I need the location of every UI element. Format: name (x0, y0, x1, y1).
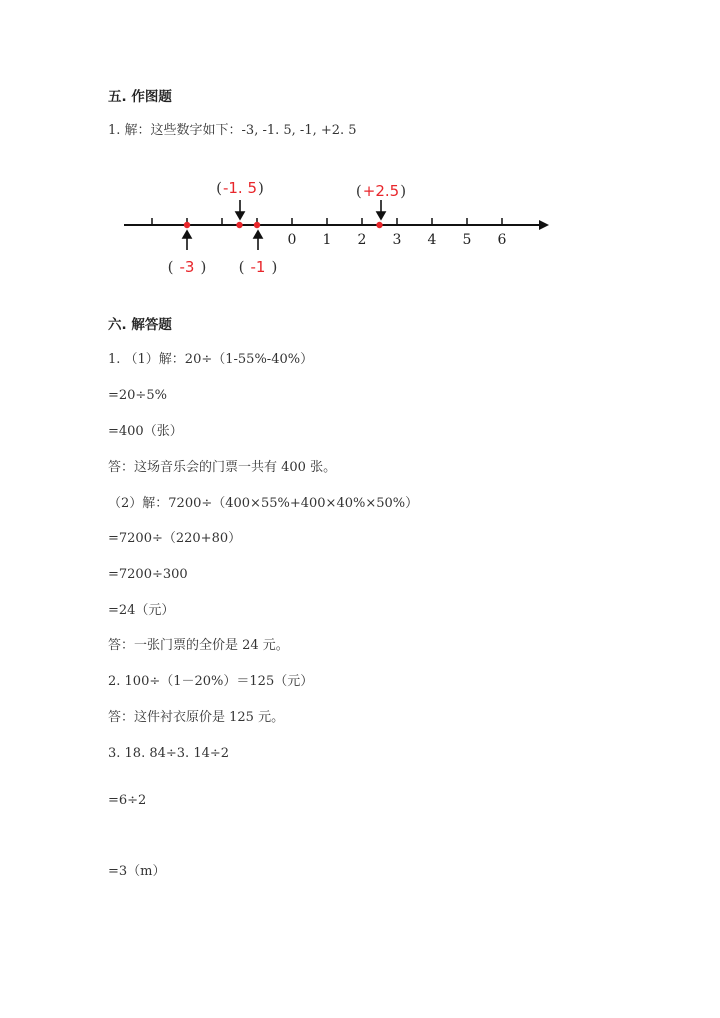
marked-point (236, 222, 242, 228)
marked-point (376, 222, 382, 228)
paren-close: ) (400, 182, 407, 200)
paren-close: ) (271, 258, 278, 276)
section-5-title: 五. 作图题 (108, 89, 172, 105)
tick-label: 0 (287, 232, 297, 248)
answer-line: =400（张） (108, 424, 183, 439)
answer-line: 3. 18. 84÷3. 14÷2 (108, 746, 230, 761)
tick-label: 1 (322, 232, 332, 248)
tick-label: 2 (357, 232, 367, 248)
tick-label: 6 (497, 232, 507, 248)
arrow-head-icon (236, 212, 244, 219)
tick-label: 4 (427, 232, 437, 248)
tick-label: 5 (462, 232, 472, 248)
answer-line: 1. （1）解：20÷（1-55%-40%） (108, 352, 314, 367)
answer-line: 答：这件衬衣原价是 125 元。 (108, 710, 285, 725)
point-label-neg3: -3 (179, 258, 195, 276)
answer-line: 答：一张门票的全价是 24 元。 (108, 638, 289, 653)
point-label-pos2-5: +2.5 (362, 182, 400, 200)
paren-open: ( (216, 179, 222, 197)
point-label-neg3-group (168, 258, 207, 276)
answer-line: 2. 100÷（1－20%）＝125（元） (108, 674, 314, 689)
answer-line: =7200÷300 (108, 567, 188, 582)
answer-line: （2）解：7200÷（400×55%+400×40%×50%） (108, 496, 419, 511)
marked-point (184, 222, 190, 228)
arrow-head-icon (377, 212, 385, 219)
answer-line: =6÷2 (108, 793, 147, 808)
paren-open: ( (167, 258, 174, 276)
point-label-pos2-5-group (356, 182, 406, 200)
point-label-neg1-5-group (216, 179, 264, 197)
answer-line: =7200÷（220+80） (108, 531, 242, 546)
q1-answer: 1. 解：这些数字如下：-3, -1. 5, -1, +2. 5 (108, 123, 357, 138)
paren-open: ( (355, 182, 362, 200)
point-label-neg1-group (239, 258, 278, 276)
number-line (0, 0, 720, 300)
section-6-title: 六. 解答题 (108, 317, 172, 333)
answer-line: =20÷5% (108, 388, 167, 403)
marked-point (254, 222, 260, 228)
point-label-neg1-5: -1. 5 (222, 179, 258, 197)
answer-line: 答：这场音乐会的门票一共有 400 张。 (108, 460, 337, 475)
paren-close: ) (200, 258, 207, 276)
arrow-head-icon (183, 231, 191, 238)
answer-line: =24（元） (108, 603, 175, 618)
paren-open: ( (238, 258, 245, 276)
point-label-neg1: -1 (250, 258, 266, 276)
arrow-head-icon (254, 231, 262, 238)
answer-line: =3（m） (108, 864, 166, 879)
tick-label: 3 (392, 232, 402, 248)
axis-arrow-icon (539, 220, 549, 230)
paren-close: ) (258, 179, 264, 197)
